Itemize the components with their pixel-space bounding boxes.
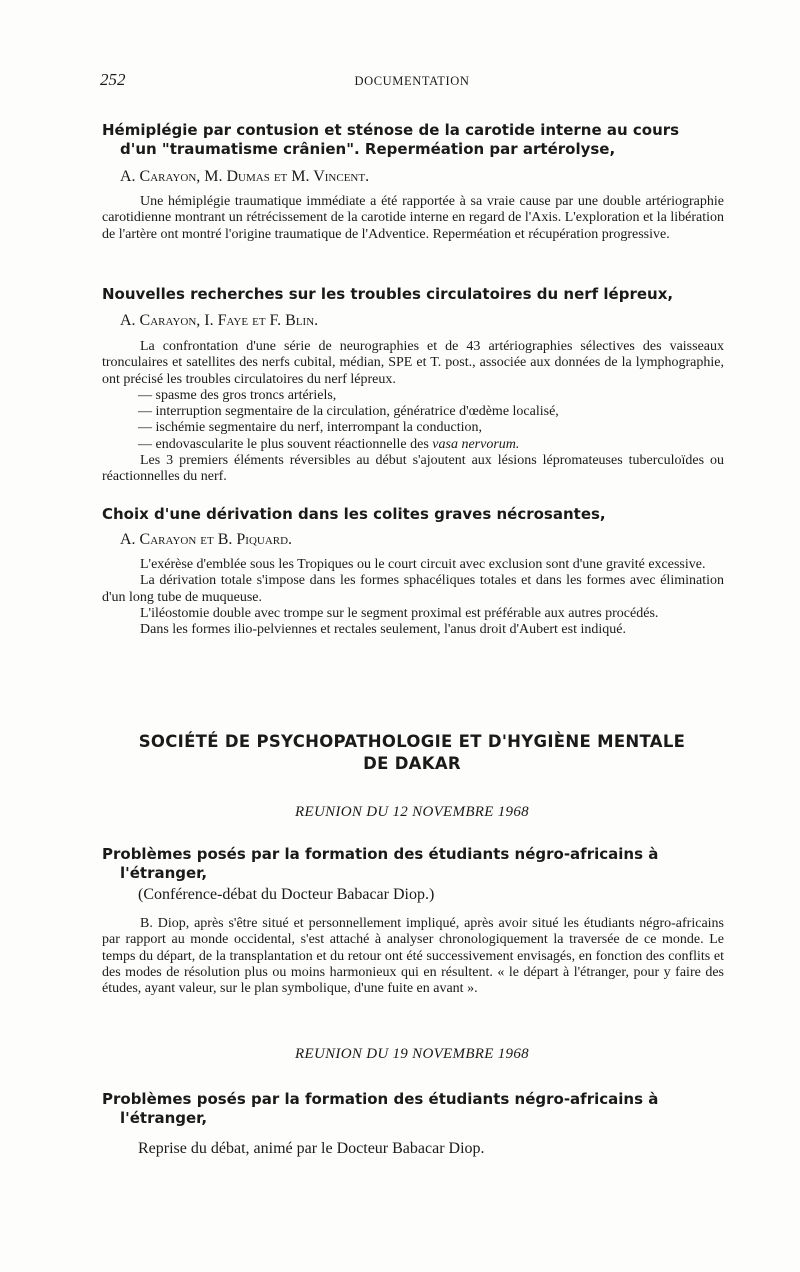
article-2-body: [102, 339, 724, 486]
society-title-line2: DE DAKAR: [363, 754, 461, 773]
article-1-paragraph: Une hémiplégie traumatique immédiate a été rapportée à sa vraie cause par une double artériographie carotidienne montrant un rétrécissement de la carotide interne en regard de l'Axis. L'exploration et la libération de l'artère ont montré l'origine traumatique de l'Adventice. Reperméation et récupération progressive.: [102, 194, 724, 242]
article-3-title: [102, 505, 724, 524]
article-2-dash-item-4-italic: vasa nervorum.: [432, 436, 520, 452]
article-2-dash-item-4: [102, 437, 724, 453]
article-3-paragraph-4: Dans les formes ilio-pelviennes et rectales seulement, l'anus droit d'Aubert est indiqué.: [140, 622, 626, 638]
article-2-title-line1: Nouvelles recherches sur les troubles circulatoires du nerf lépreux,: [102, 285, 674, 303]
article-3-authors: A. Carayon et B. Piquard.: [120, 531, 293, 548]
meeting-1-date: REUNION DU 12 NOVEMBRE 1968: [295, 804, 529, 820]
running-head: DOCUMENTATION: [354, 74, 470, 88]
article-1-title: [102, 121, 724, 159]
article-2-title: [102, 285, 724, 304]
page-header: [100, 70, 724, 96]
article-1-title-line1: Hémiplégie par contusion et sténose de la carotide interne au cours: [102, 121, 680, 139]
article-2-authors: A. Carayon, I. Faye et F. Blin.: [120, 312, 319, 329]
meeting-1-body: [102, 916, 724, 997]
article-2-dash-item-2: — interruption segmentaire de la circulation, génératrice d'œdème localisé,: [138, 404, 559, 420]
society-title-line1: SOCIÉTÉ DE PSYCHOPATHOLOGIE ET D'HYGIÈNE MENTALE: [138, 732, 686, 751]
article-2-intro: La confrontation d'une série de neurographies et de 43 artériographies sélectives des vaisseaux tronculaires et satellites des nerfs cubital, médian, SPE et T. post., associée aux données de la lymphographie, ont précisé les troubles circulatoires du nerf lépreux.: [102, 339, 724, 387]
article-1-authors: A. Carayon, M. Dumas et M. Vincent.: [120, 168, 370, 185]
page-number: 252: [100, 70, 126, 89]
article-3-body: [102, 557, 724, 638]
article-3-paragraph-2: La dérivation totale s'impose dans les formes sphacéliques totales et dans les formes avec élimination d'un long tube de muqueuse.: [102, 573, 724, 605]
meeting-1-title-line1: Problèmes posés par la formation des étudiants négro-africains à: [102, 845, 659, 863]
article-2-dash-item-1: — spasme des gros troncs artériels,: [138, 387, 337, 403]
article-3-paragraph-3: L'iléostomie double avec trompe sur le segment proximal est préférable aux autres procédés.: [140, 605, 659, 621]
article-2-dash-item-3: — ischémie segmentaire du nerf, interrompant la conduction,: [138, 420, 483, 436]
article-3-title-line1: Choix d'une dérivation dans les colites graves nécrosantes,: [102, 505, 606, 523]
meeting-2-title: [102, 1090, 724, 1128]
meeting-1-title-line2: l'étranger,: [120, 864, 208, 882]
meeting-2-title-line1: Problèmes posés par la formation des étudiants négro-africains à: [102, 1090, 659, 1108]
society-title: [100, 731, 724, 775]
meeting-1-subtitle: (Conférence-débat du Docteur Babacar Diop.): [138, 886, 435, 903]
meeting-2-title-line2: l'étranger,: [120, 1109, 208, 1127]
article-2-dash-item-4-text: — endovascularite le plus souvent réactionnelle des: [138, 436, 433, 452]
article-1-title-line2: d'un "traumatisme crânien". Reperméation par artérolyse,: [120, 140, 616, 158]
article-2-outro: Les 3 premiers éléments réversibles au début s'ajoutent aux lésions lépromateuses tuberculoïdes ou réactionnelles du nerf.: [102, 453, 724, 485]
article-3-paragraph-1: L'exérèse d'emblée sous les Tropiques ou le court circuit avec exclusion sont d'une gravité excessive.: [140, 557, 706, 572]
meeting-1-paragraph: B. Diop, après s'être situé et personnellement impliqué, après avoir situé les étudiants négro-africains par rapport au monde occidental, s'est attaché à analyser chronologiquement la traversée de ce monde. Le temps du départ, de la transplantation et du retour ont été successivement envisagés, en fonction des conflits et des modes de résolution plus ou moins harmonieux qui en résultent. « le départ à l'étranger, pour y faire des études, ayant valeur, sur le plan symbolique, d'une fuite en avant ».: [102, 916, 724, 997]
meeting-2-subtitle: Reprise du débat, animé par le Docteur Babacar Diop.: [138, 1140, 485, 1157]
meeting-1-title: [102, 845, 724, 883]
meeting-2-date: REUNION DU 19 NOVEMBRE 1968: [295, 1046, 529, 1062]
article-1-body: [102, 194, 724, 243]
